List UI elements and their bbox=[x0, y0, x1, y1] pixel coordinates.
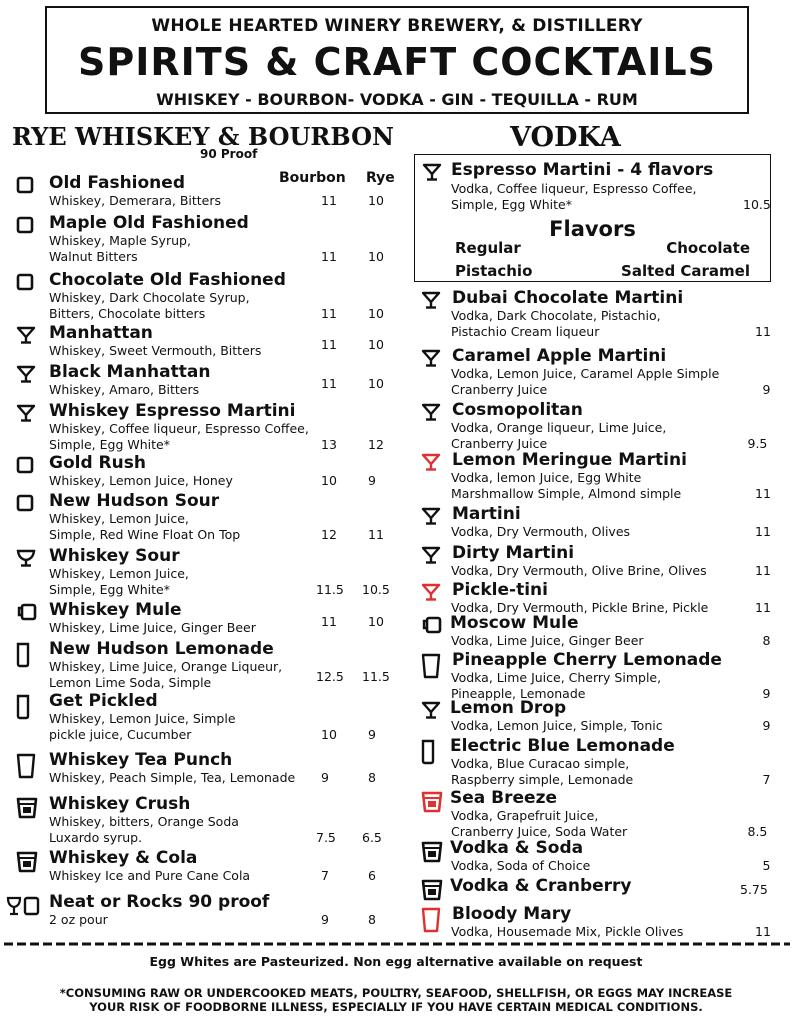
rye-price: 10 bbox=[368, 376, 384, 391]
vodka-price: 11 bbox=[755, 924, 771, 939]
pint-glass-icon bbox=[16, 753, 36, 779]
vodka-item-description: Cranberry Juice bbox=[451, 436, 548, 451]
vodka-item-name: Moscow Mule bbox=[450, 613, 579, 633]
vodka-item-name: Electric Blue Lemonade bbox=[450, 736, 675, 756]
bourbon-column-header: Bourbon bbox=[279, 170, 346, 186]
vodka-item-description: Vodka, lemon Juice, Egg White bbox=[451, 470, 642, 485]
mule-mug-icon bbox=[16, 603, 38, 621]
vodka-price: 11 bbox=[755, 600, 771, 615]
vodka-item-description: Vodka, Blue Curacao simple, bbox=[451, 756, 630, 771]
rocks-glass-icon bbox=[16, 456, 34, 474]
bourbon-price: 10 bbox=[321, 473, 337, 488]
martini-glass-icon bbox=[421, 507, 441, 525]
vodka-item-description: Vodka, Dry Vermouth, Olives bbox=[451, 524, 631, 539]
rye-price: 10 bbox=[368, 614, 384, 629]
egg-white-note: Egg Whites are Pasteurized. Non egg alternative available on request bbox=[149, 954, 643, 969]
vodka-item-name: Lemon Drop bbox=[450, 698, 567, 718]
rye-column-header: Rye bbox=[366, 170, 395, 186]
rye-item-name: Whiskey Mule bbox=[49, 600, 182, 620]
espresso-martini-description: Simple, Egg White* bbox=[451, 197, 572, 212]
rye-price: 6 bbox=[368, 868, 376, 883]
health-warning-line-1: *CONSUMING RAW OR UNDERCOOKED MEATS, POULTRY, SEAFOOD, SHELLFISH, OR EGGS MAY INCREASE bbox=[59, 986, 733, 1000]
vodka-price: 11 bbox=[755, 524, 771, 539]
martini-glass-icon bbox=[421, 453, 441, 471]
rye-price: 10 bbox=[368, 249, 384, 264]
vodka-price: 11 bbox=[755, 324, 771, 339]
rye-item-description: Simple, Egg White* bbox=[49, 437, 170, 452]
rye-price: 10 bbox=[368, 337, 384, 352]
rye-item-description: pickle juice, Cucumber bbox=[49, 727, 192, 742]
rye-price: 10 bbox=[368, 306, 384, 321]
espresso-martini-description: Vodka, Coffee liqueur, Espresso Coffee, bbox=[451, 181, 697, 196]
rye-item-description: Simple, Egg White* bbox=[49, 582, 170, 597]
rye-item-description: Lemon Lime Soda, Simple bbox=[49, 675, 212, 690]
bourbon-price: 11 bbox=[321, 337, 337, 352]
vodka-item-name: Vodka & Soda bbox=[450, 838, 584, 858]
mule-mug-icon bbox=[421, 616, 443, 634]
martini-glass-icon bbox=[421, 403, 441, 421]
martini-glass-icon bbox=[421, 349, 441, 367]
rye-price: 8 bbox=[368, 912, 376, 927]
vodka-price: 11 bbox=[755, 486, 771, 501]
flavors-title: Flavors bbox=[549, 217, 636, 241]
rye-section-title: RYE WHISKEY & BOURBON bbox=[12, 122, 394, 151]
proof-label: 90 Proof bbox=[200, 147, 258, 161]
vodka-item-description: Cranberry Juice, Soda Water bbox=[451, 824, 628, 839]
vodka-item-description: Cranberry Juice bbox=[451, 382, 548, 397]
vodka-item-name: Martini bbox=[452, 504, 521, 524]
vodka-item-description: Vodka, Dry Vermouth, Olive Brine, Olives bbox=[451, 563, 707, 578]
rye-item-name: Maple Old Fashioned bbox=[49, 213, 249, 233]
bourbon-price: 11 bbox=[321, 249, 337, 264]
rye-price: 9 bbox=[368, 727, 376, 742]
rye-item-description: Whiskey, Lime Juice, Orange Liqueur, bbox=[49, 659, 283, 674]
crush-glass-icon bbox=[421, 841, 443, 863]
vodka-item-name: Caramel Apple Martini bbox=[452, 346, 667, 366]
espresso-martini-price: 10.5 bbox=[743, 197, 771, 212]
espresso-martini-name: Espresso Martini - 4 flavors bbox=[451, 160, 714, 180]
rye-item-name: Manhattan bbox=[49, 323, 153, 343]
rocks-glass-icon bbox=[16, 176, 34, 194]
health-warning bbox=[40, 986, 752, 1014]
pint-glass-icon bbox=[421, 907, 441, 933]
rye-price: 10 bbox=[368, 193, 384, 208]
rye-item-description: Simple, Red Wine Float On Top bbox=[49, 527, 241, 542]
vodka-price: 8 bbox=[762, 633, 771, 648]
tall-glass-icon bbox=[16, 694, 30, 720]
spirit-types: WHISKEY - BOURBON- VODKA - GIN - TEQUILLA - RUM bbox=[156, 90, 638, 109]
rye-item-description: 2 oz pour bbox=[49, 912, 108, 927]
martini-glass-icon bbox=[421, 583, 441, 601]
winery-name: WHOLE HEARTED WINERY BREWERY, & DISTILLERY bbox=[151, 16, 643, 36]
neat-rocks-icon bbox=[6, 895, 40, 917]
coupe-glass-icon bbox=[16, 549, 36, 567]
vodka-item-name: Dubai Chocolate Martini bbox=[452, 288, 684, 308]
vodka-item-description: Vodka, Dry Vermouth, Pickle Brine, Pickle bbox=[451, 600, 709, 615]
crush-glass-icon bbox=[16, 851, 38, 873]
bourbon-price: 7 bbox=[321, 868, 329, 883]
vodka-item-name: Vodka & Cranberry bbox=[450, 876, 632, 896]
bourbon-price: 7.5 bbox=[316, 830, 336, 845]
rocks-glass-icon bbox=[16, 494, 34, 512]
rye-item-description: Whiskey, Demerara, Bitters bbox=[49, 193, 222, 208]
bourbon-price: 11 bbox=[321, 193, 337, 208]
dashed-divider bbox=[0, 940, 792, 948]
rocks-glass-icon bbox=[16, 273, 34, 291]
bourbon-price: 12 bbox=[321, 527, 337, 542]
menu-header bbox=[45, 6, 749, 114]
flavor-chocolate: Chocolate bbox=[666, 239, 750, 257]
martini-glass-icon bbox=[16, 365, 36, 383]
vodka-price: 5.75 bbox=[740, 882, 768, 897]
rye-item-name: Whiskey Crush bbox=[49, 794, 191, 814]
vodka-item-description: Marshmallow Simple, Almond simple bbox=[451, 486, 682, 501]
martini-glass-icon bbox=[421, 701, 441, 719]
vodka-item-description: Vodka, Lime Juice, Ginger Beer bbox=[451, 633, 644, 648]
flavor-pistachio: Pistachio bbox=[455, 262, 533, 280]
rye-item-description: Walnut Bitters bbox=[49, 249, 138, 264]
rye-item-description: Whiskey, Lemon Juice, Honey bbox=[49, 473, 233, 488]
rye-item-name: Chocolate Old Fashioned bbox=[49, 270, 286, 290]
bourbon-price: 13 bbox=[321, 437, 337, 452]
rye-item-description: Whiskey, Amaro, Bitters bbox=[49, 382, 200, 397]
health-warning-line-2: YOUR RISK OF FOODBORNE ILLNESS, ESPECIALLY IF YOU HAVE CERTAIN MEDICAL CONDITIONS. bbox=[89, 1000, 703, 1014]
rye-item-description: Whiskey, Lemon Juice, bbox=[49, 511, 189, 526]
crush-glass-icon bbox=[16, 797, 38, 819]
tall-glass-icon bbox=[421, 739, 435, 765]
rye-item-name: Whiskey Espresso Martini bbox=[49, 401, 296, 421]
vodka-item-name: Cosmopolitan bbox=[452, 400, 583, 420]
rye-item-description: Whiskey, Lemon Juice, Simple bbox=[49, 711, 236, 726]
vodka-item-name: Dirty Martini bbox=[452, 543, 575, 563]
bourbon-price: 9 bbox=[321, 770, 329, 785]
martini-glass-icon bbox=[16, 404, 36, 422]
flavor-regular: Regular bbox=[455, 239, 521, 257]
vodka-price: 8.5 bbox=[747, 824, 768, 839]
bourbon-price: 11.5 bbox=[316, 582, 344, 597]
rye-item-description: Whiskey, Coffee liqueur, Espresso Coffee, bbox=[49, 421, 309, 436]
vodka-price: 9 bbox=[762, 382, 771, 397]
vodka-item-name: Lemon Meringue Martini bbox=[452, 450, 687, 470]
rye-price: 12 bbox=[368, 437, 384, 452]
bourbon-price: 11 bbox=[321, 306, 337, 321]
bourbon-price: 9 bbox=[321, 912, 329, 927]
vodka-item-description: Vodka, Lemon Juice, Simple, Tonic bbox=[451, 718, 663, 733]
rye-item-description: Whiskey, bitters, Orange Soda bbox=[49, 814, 239, 829]
martini-glass-icon bbox=[422, 163, 442, 181]
vodka-section-title: VODKA bbox=[510, 122, 621, 153]
rye-item-description: Luxardo syrup. bbox=[49, 830, 143, 845]
bourbon-price: 10 bbox=[321, 727, 337, 742]
rye-item-name: Neat or Rocks 90 proof bbox=[49, 892, 270, 912]
rye-price: 9 bbox=[368, 473, 376, 488]
rye-item-description: Whiskey Ice and Pure Cane Cola bbox=[49, 868, 251, 883]
vodka-item-description: Pistachio Cream liqueur bbox=[451, 324, 600, 339]
menu-title: SPIRITS & CRAFT COCKTAILS bbox=[78, 40, 716, 84]
rye-item-name: Get Pickled bbox=[49, 691, 158, 711]
martini-glass-icon bbox=[16, 326, 36, 344]
vodka-item-name: Pineapple Cherry Lemonade bbox=[452, 650, 722, 670]
rye-price: 8 bbox=[368, 770, 376, 785]
rye-price: 11 bbox=[368, 527, 384, 542]
rye-item-name: Old Fashioned bbox=[49, 173, 185, 193]
bourbon-price: 11 bbox=[321, 614, 337, 629]
bourbon-price: 12.5 bbox=[316, 669, 344, 684]
vodka-item-description: Vodka, Grapefruit Juice, bbox=[451, 808, 599, 823]
vodka-price: 9.5 bbox=[747, 436, 768, 451]
vodka-item-description: Vodka, Orange liqueur, Lime Juice, bbox=[451, 420, 667, 435]
rye-item-name: Black Manhattan bbox=[49, 362, 211, 382]
pint-glass-icon bbox=[421, 653, 441, 679]
rocks-glass-icon bbox=[16, 216, 34, 234]
rye-item-description: Whiskey, Dark Chocolate Syrup, bbox=[49, 290, 250, 305]
rye-item-description: Whiskey, Sweet Vermouth, Bitters bbox=[49, 343, 262, 358]
martini-glass-icon bbox=[421, 546, 441, 564]
rye-item-name: Whiskey Sour bbox=[49, 546, 180, 566]
rye-item-name: Whiskey Tea Punch bbox=[49, 750, 233, 770]
vodka-item-name: Sea Breeze bbox=[450, 788, 557, 808]
rye-item-name: Gold Rush bbox=[49, 453, 146, 473]
bourbon-price: 11 bbox=[321, 376, 337, 391]
vodka-item-description: Vodka, Lemon Juice, Caramel Apple Simple bbox=[451, 366, 720, 381]
rye-item-description: Whiskey, Lime Juice, Ginger Beer bbox=[49, 620, 256, 635]
vodka-item-name: Pickle-tini bbox=[452, 580, 548, 600]
crush-glass-icon bbox=[421, 791, 443, 813]
rye-price: 11.5 bbox=[362, 669, 390, 684]
rye-item-name: New Hudson Sour bbox=[49, 491, 220, 511]
flavor-salted-caramel: Salted Caramel bbox=[621, 262, 750, 280]
martini-glass-icon bbox=[421, 291, 441, 309]
vodka-price: 7 bbox=[762, 772, 771, 787]
vodka-item-description: Pineapple, Lemonade bbox=[451, 686, 586, 701]
rye-item-description: Whiskey, Maple Syrup, bbox=[49, 233, 191, 248]
rye-price: 6.5 bbox=[362, 830, 382, 845]
vodka-price: 5 bbox=[762, 858, 771, 873]
vodka-price: 9 bbox=[762, 686, 771, 701]
vodka-item-description: Vodka, Dark Chocolate, Pistachio, bbox=[451, 308, 661, 323]
vodka-item-name: Bloody Mary bbox=[452, 904, 572, 924]
vodka-item-description: Vodka, Housemade Mix, Pickle Olives bbox=[451, 924, 684, 939]
vodka-item-description: Vodka, Lime Juice, Cherry Simple, bbox=[451, 670, 662, 685]
rye-item-description: Whiskey, Peach Simple, Tea, Lemonade bbox=[49, 770, 296, 785]
rye-price: 10.5 bbox=[362, 582, 390, 597]
tall-glass-icon bbox=[16, 642, 30, 668]
crush-glass-icon bbox=[421, 879, 443, 901]
vodka-item-description: Vodka, Soda of Choice bbox=[451, 858, 591, 873]
vodka-price: 11 bbox=[755, 563, 771, 578]
vodka-item-description: Raspberry simple, Lemonade bbox=[451, 772, 634, 787]
vodka-price: 9 bbox=[762, 718, 771, 733]
rye-item-name: New Hudson Lemonade bbox=[49, 639, 274, 659]
rye-item-description: Bitters, Chocolate bitters bbox=[49, 306, 206, 321]
rye-item-name: Whiskey & Cola bbox=[49, 848, 198, 868]
rye-item-description: Whiskey, Lemon Juice, bbox=[49, 566, 189, 581]
